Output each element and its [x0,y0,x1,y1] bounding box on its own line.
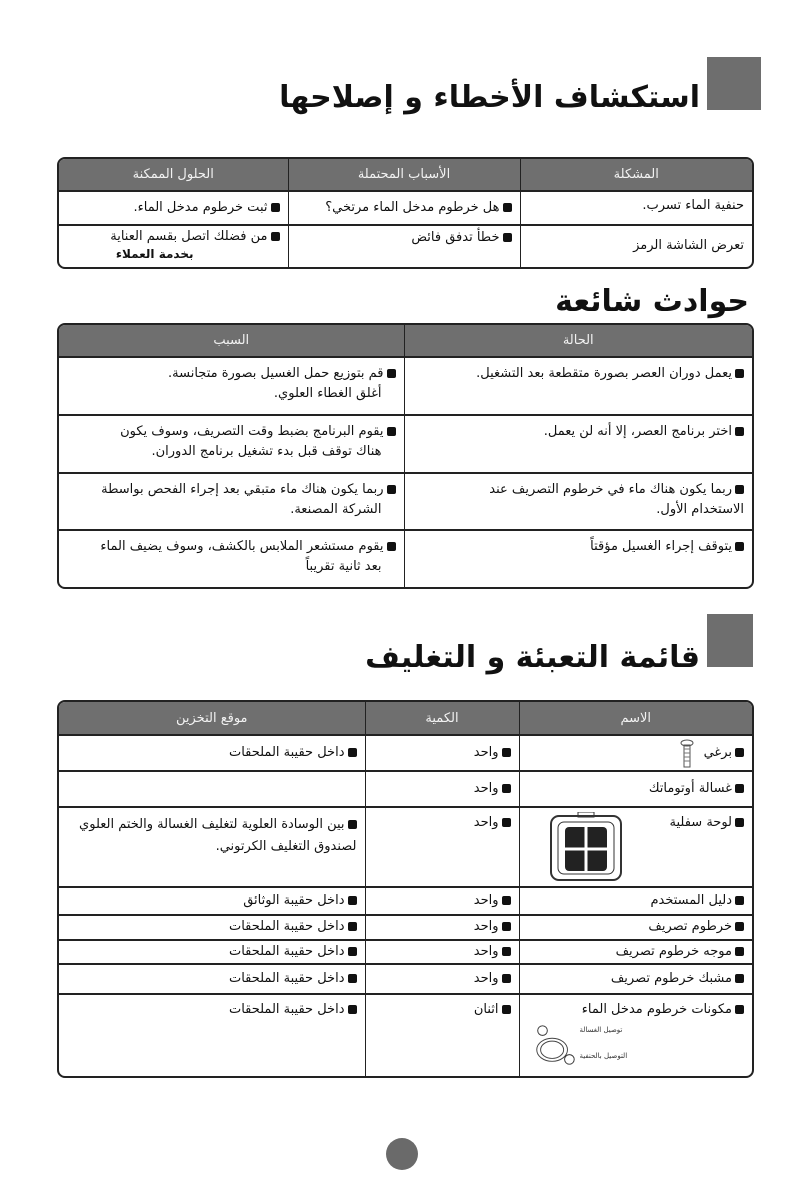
item-name: دليل المستخدم [519,887,752,915]
table-row [59,915,752,940]
item-location: داخل حقيبة الوثائق [59,887,365,915]
item-qty: واحد [365,735,519,771]
col-header: المشكلة [520,159,752,191]
table-row [59,887,752,915]
item-qty: واحد [365,887,519,915]
state: يعمل دوران العصر بصورة متقطعة بعد التشغيل. [404,357,752,415]
reason: ربما يكون هناك ماء متبقي بعد إجراء الفحص بواسطة الشركة المصنعة. [59,473,404,531]
table-row [59,940,752,964]
table-row [59,807,752,887]
problem: تعرض الشاشة الرمز [520,225,752,269]
cause: خطأ تدفق فائض [288,225,520,269]
base-panel-icon [548,812,624,884]
state: اختر برنامج العصر، إلا أنه لن يعمل. [404,415,752,473]
state: يتوقف إجراء الغسيل مؤقتاً [404,530,752,587]
table-row [59,964,752,994]
item-qty: واحد [365,940,519,964]
section-marker [707,57,761,110]
item-name: مشبك خرطوم تصريف [519,964,752,994]
item-name: غسالة أوتوماتك [519,771,752,807]
table-row [59,225,752,269]
page-number-marker [386,1138,418,1170]
packing-table [57,700,754,1078]
packing-title: قائمة التعبئة و التغليف [365,640,700,675]
item-qty: واحد [365,807,519,887]
col-header: الاسم [519,702,752,735]
reason: يقوم مستشعر الملابس بالكشف، وسوف يضيف الماء بعد ثانية تقريباً [59,530,404,587]
hose-label-tap: التوصيل بالحنفية [579,1052,628,1061]
item-name: برغي [519,735,752,771]
item-location: داخل حقيبة الملحقات [59,994,365,1076]
item-location: داخل حقيبة الملحقات [59,735,365,771]
item-name: خرطوم تصريف [519,915,752,940]
common-table [57,323,754,589]
col-header: الكمية [365,702,519,735]
col-header: الأسباب المحتملة [288,159,520,191]
troubleshooting-title: استكشاف الأخطاء و إصلاحها [279,80,700,115]
table-row [59,771,752,807]
solution: من فضلك اتصل بقسم العناية بخدمة العملاء [59,225,288,269]
inlet-hose-icon [530,1021,580,1069]
troubleshooting-table [57,157,754,269]
item-name: مكونات خرطوم مدخل الماء توصيل الغسالة التوصيل بالحنفية [519,994,752,1076]
table-row [59,994,752,1076]
cause: هل خرطوم مدخل الماء مرتخي؟ [288,191,520,225]
item-location: داخل حقيبة الملحقات [59,940,365,964]
col-header: السبب [59,325,404,357]
item-name: لوحة سفلية [519,807,752,887]
table-row [59,473,752,531]
item-qty: واحد [365,915,519,940]
item-qty: اثنان [365,994,519,1076]
state: ربما يكون هناك ماء في خرطوم التصريف عند الاستخدام الأول. [404,473,752,531]
item-location: داخل حقيبة الملحقات [59,915,365,940]
problem: حنفية الماء تسرب. [520,191,752,225]
table-row [59,191,752,225]
reason: يقوم البرنامج بضبط وقت التصريف، وسوف يكون هناك توقف قبل بدء تشغيل برنامج الدوران. [59,415,404,473]
section-marker [707,614,753,667]
reason: قم بتوزيع حمل الغسيل بصورة متجانسة. أغلق الغطاء العلوي. [59,357,404,415]
col-header: الحالة [404,325,752,357]
col-header: موقع التخزين [59,702,365,735]
screw-icon [680,739,694,769]
item-location: بين الوسادة العلوية لتغليف الغسالة والختم العلوي لصندوق التغليف الكرتوني. [59,807,365,887]
table-row [59,415,752,473]
item-name: موجه خرطوم تصريف [519,940,752,964]
table-row [59,735,752,771]
common-title: حوادث شائعة [555,284,749,319]
col-header: الحلول الممكنة [59,159,288,191]
hose-label-washer: توصيل الغسالة [579,1026,623,1035]
solution: ثبت خرطوم مدخل الماء. [59,191,288,225]
table-row [59,357,752,415]
item-location: داخل حقيبة الملحقات [59,964,365,994]
table-row [59,530,752,587]
item-qty: واحد [365,964,519,994]
item-qty: واحد [365,771,519,807]
item-location [59,771,365,807]
